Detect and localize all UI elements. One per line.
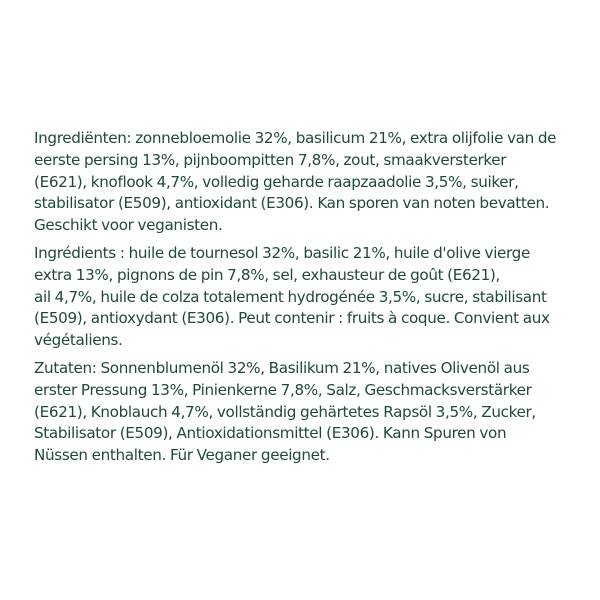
text-line: extra 13%, pignons de pin 7,8%, sel, exhausteur de goût (E621), <box>34 265 500 284</box>
text-line: Ingrédients : huile de tournesol 32%, basilic 21%, huile d'olive vierge <box>34 243 530 262</box>
ingredients-paragraph-dutch <box>34 128 574 237</box>
text-line: ail 4,7%, huile de colza totalement hydrogénée 3,5%, sucre, stabilisant <box>34 287 547 306</box>
text-line: (E621), Knoblauch 4,7%, vollständig gehärtetes Rapsöl 3,5%, Zucker, <box>34 402 536 421</box>
text-line: (E509), antioxydant (E306). Peut contenir : fruits à coque. Convient aux <box>34 309 550 328</box>
text-line: eerste persing 13%, pijnboompitten 7,8%, zout, smaakversterker <box>34 150 507 169</box>
text-line: Ingrediënten: zonnebloemolie 32%, basilicum 21%, extra olijfolie van de <box>34 129 557 147</box>
text-line: erster Pressung 13%, Pinienkerne 7,8%, Salz, Geschmacksverstärker <box>34 380 532 399</box>
text-line: Geschikt voor veganisten. <box>34 216 223 235</box>
text-line: Zutaten: Sonnenblumenöl 32%, Basilikum 21%, natives Olivenöl aus <box>34 358 530 377</box>
text-line: Stabilisator (E509), Antioxidationsmittel (E306). Kann Spuren von <box>34 424 507 443</box>
text-line: stabilisator (E509), antioxidant (E306). Kan sporen van noten bevatten. <box>34 194 550 213</box>
ingredients-label <box>34 128 574 467</box>
ingredients-paragraph-french <box>34 243 574 352</box>
text-line: végétaliens. <box>34 331 123 350</box>
ingredients-paragraph-german <box>34 358 574 467</box>
text-line: Nüssen enthalten. Für Veganer geeignet. <box>34 446 330 465</box>
text-line: (E621), knoflook 4,7%, volledig geharde raapzaadolie 3,5%, suiker, <box>34 172 519 191</box>
